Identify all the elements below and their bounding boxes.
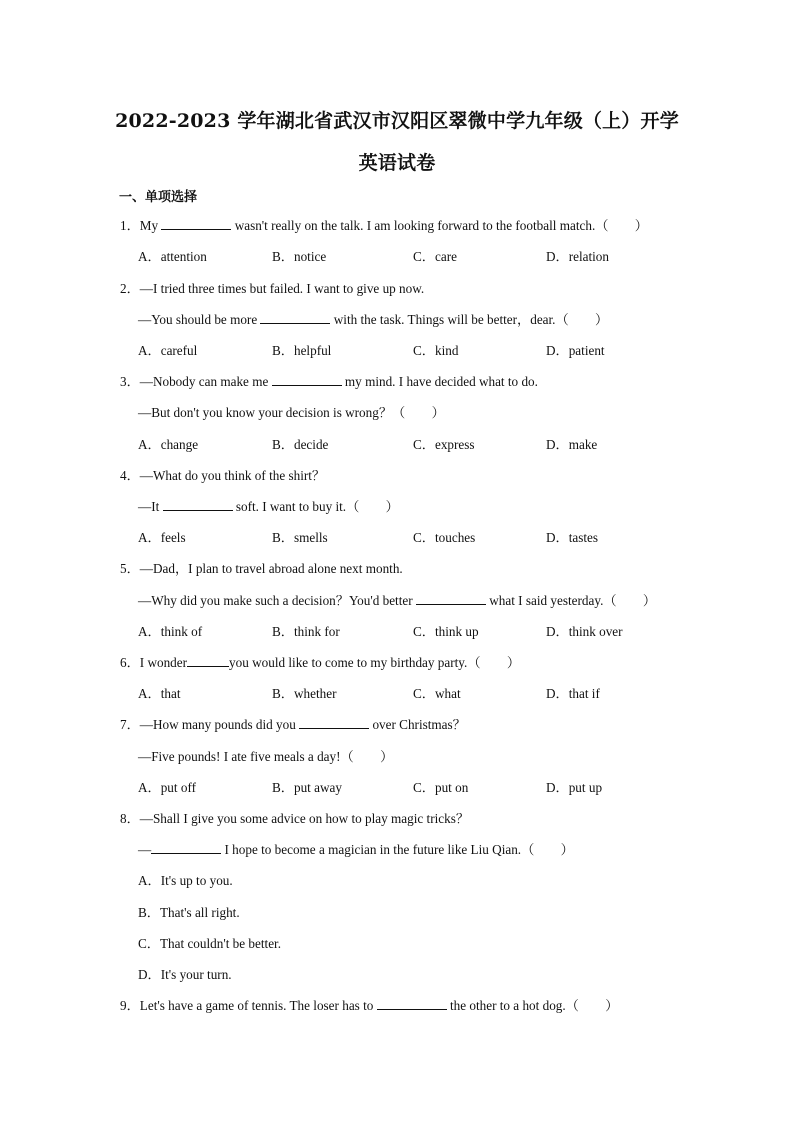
section-heading: 一、单项选择	[119, 190, 198, 205]
option-b[interactable]: B．decide	[272, 437, 329, 452]
option-c[interactable]: C．touches	[413, 530, 476, 545]
option-c[interactable]: C．care	[413, 249, 457, 264]
question-7-dialogue: —Five pounds! I ate five meals a day!（ ）	[138, 749, 394, 764]
option-a[interactable]: A．change	[138, 437, 199, 452]
question-6-stem: 6．I wonder you would like to come to my birthday party.（ ）	[120, 655, 521, 670]
question-5-stem: 5．—Dad，I plan to travel abroad alone next month.	[120, 561, 403, 576]
option-c[interactable]: C．what	[413, 686, 461, 701]
option-a[interactable]: A．attention	[138, 249, 207, 264]
answer-blank[interactable]	[163, 498, 233, 511]
question-4-stem: 4．—What do you think of the shirt？	[120, 468, 326, 483]
answer-blank[interactable]	[416, 592, 486, 605]
option-b[interactable]: B．whether	[272, 686, 337, 701]
option-d[interactable]: D．patient	[546, 343, 605, 358]
answer-blank[interactable]	[187, 654, 229, 667]
option-b[interactable]: B．notice	[272, 249, 327, 264]
question-3-dialogue: —But don't you know your decision is wrong？（ ）	[138, 405, 445, 420]
option-d[interactable]: D．think over	[546, 624, 623, 639]
option-b[interactable]: B．think for	[272, 624, 340, 639]
question-number: 9．	[120, 998, 140, 1013]
question-2-dialogue: —You should be more with the task. Things will be better，dear.（ ）	[138, 312, 609, 327]
option-a[interactable]: A．think of	[138, 624, 203, 639]
question-number: 1．	[120, 218, 140, 233]
question-5-dialogue: —Why did you make such a decision？You'd better what I said yesterday.（ ）	[138, 593, 657, 608]
question-1-stem: 1．My wasn't really on the talk. I am looking forward to the football match.（ ）	[120, 218, 648, 233]
option-b[interactable]: B．smells	[272, 530, 328, 545]
answer-blank[interactable]	[161, 217, 231, 230]
question-8-dialogue: — I hope to become a magician in the future like Liu Qian.（ ）	[138, 842, 574, 857]
question-number: 7．	[120, 717, 140, 732]
question-8-stem: 8．—Shall I give you some advice on how to play magic tricks？	[120, 811, 470, 826]
question-number: 5．	[120, 561, 140, 576]
option-b[interactable]: B．helpful	[272, 343, 332, 358]
question-9-stem: 9．Let's have a game of tennis. The loser has to the other to a hot dog.（ ）	[120, 998, 619, 1013]
exam-title-line1: 2022-2023 学年湖北省武汉市汉阳区翠微中学九年级（上）开学	[115, 110, 679, 132]
option-b[interactable]: B．put away	[272, 780, 342, 795]
answer-blank[interactable]	[260, 311, 330, 324]
option-c[interactable]: C．kind	[413, 343, 459, 358]
option-c[interactable]: C．express	[413, 437, 475, 452]
question-number: 2．	[120, 281, 140, 296]
question-number: 3．	[120, 374, 140, 389]
option-c[interactable]: C．put on	[413, 780, 469, 795]
answer-blank[interactable]	[272, 373, 342, 386]
option-b[interactable]: B．That's all right.	[138, 905, 240, 920]
exam-title-line2: 英语试卷	[358, 152, 436, 174]
option-d[interactable]: D．make	[546, 437, 598, 452]
option-a[interactable]: A．careful	[138, 343, 198, 358]
option-d[interactable]: D．relation	[546, 249, 609, 264]
question-2-stem: 2．—I tried three times but failed. I want to give up now.	[120, 281, 425, 296]
answer-blank[interactable]	[377, 997, 447, 1010]
option-c[interactable]: C．think up	[413, 624, 479, 639]
option-a[interactable]: A．put off	[138, 780, 196, 795]
answer-blank[interactable]	[151, 841, 221, 854]
option-c[interactable]: C．That couldn't be better.	[138, 936, 282, 951]
question-number: 6．	[120, 655, 140, 670]
option-d[interactable]: D．tastes	[546, 530, 599, 545]
answer-blank[interactable]	[299, 716, 369, 729]
question-number: 4．	[120, 468, 140, 483]
question-7-stem: 7．—How many pounds did you over Christmas？	[120, 717, 466, 732]
option-a[interactable]: A．that	[138, 686, 181, 701]
option-a[interactable]: A．It's up to you.	[138, 873, 233, 888]
question-3-stem: 3．—Nobody can make me my mind. I have decided what to do.	[120, 374, 538, 389]
question-4-dialogue: —It soft. I want to buy it.（ ）	[138, 499, 399, 514]
option-d[interactable]: D．that if	[546, 686, 600, 701]
option-d[interactable]: D．put up	[546, 780, 603, 795]
question-number: 8．	[120, 811, 140, 826]
option-d[interactable]: D．It's your turn.	[138, 967, 232, 982]
option-a[interactable]: A．feels	[138, 530, 186, 545]
